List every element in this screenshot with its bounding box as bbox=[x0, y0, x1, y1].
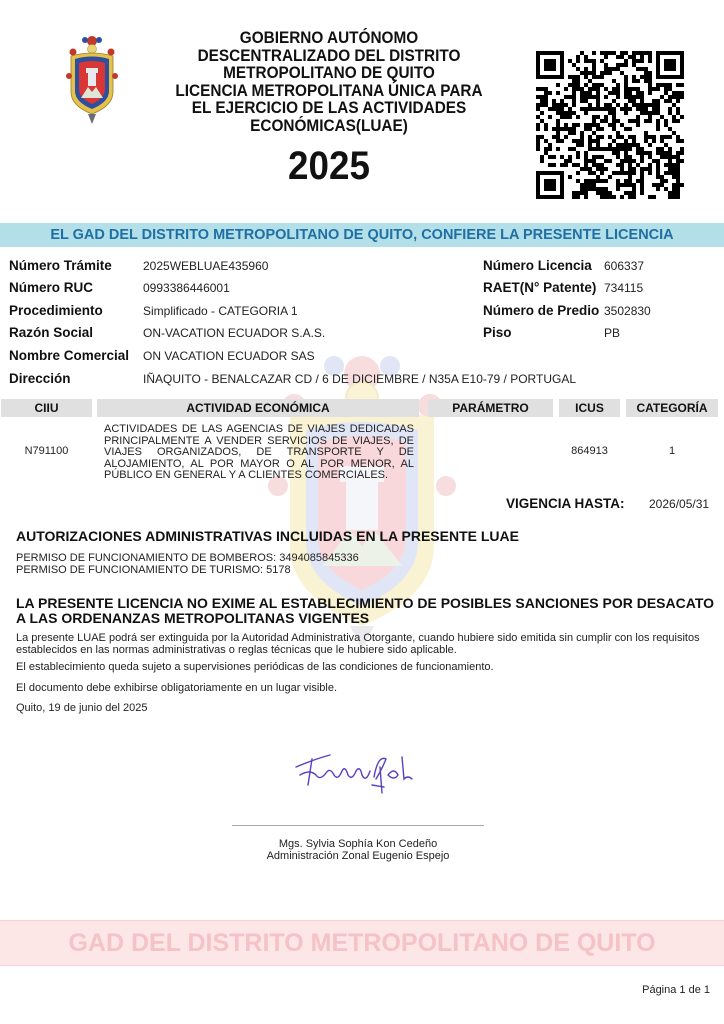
field-value-procedimiento: Simplificado - CATEGORIA 1 bbox=[143, 304, 298, 318]
title-line: ECONÓMICAS(LUAE) bbox=[250, 116, 408, 135]
field-label-numero-ruc: Número RUC bbox=[9, 280, 94, 295]
banner-text: EL GAD DEL DISTRITO METROPOLITANO DE QUITO, CONFIERE LA PRESENTE LICENCIA bbox=[50, 227, 674, 243]
field-label-numero-licencia: Número Licencia bbox=[483, 258, 592, 273]
field-value-razon-social: ON-VACATION ECUADOR S.A.S. bbox=[143, 326, 326, 340]
document-title bbox=[163, 30, 496, 135]
vigencia-value: 2026/05/31 bbox=[649, 497, 710, 511]
field-label-razon-social: Razón Social bbox=[9, 325, 94, 340]
field-value-numero-licencia: 606337 bbox=[604, 259, 645, 273]
title-line: EL EJERCICIO DE LAS ACTIVIDADES bbox=[191, 99, 467, 117]
field-value-numero-ruc: 0993386446001 bbox=[143, 281, 230, 295]
title-line: DESCENTRALIZADO DEL DISTRITO bbox=[197, 46, 461, 65]
field-label-direccion: Dirección bbox=[9, 371, 71, 386]
autorizacion-turismo: PERMISO DE FUNCIONAMIENTO DE TURISMO: 5178 bbox=[16, 564, 291, 576]
field-label-raet: RAET(N° Patente) bbox=[483, 280, 597, 295]
footer-watermark-band bbox=[0, 920, 724, 966]
signatory-office: Administración Zonal Eugenio Espejo bbox=[266, 850, 450, 862]
aviso-paragraph: La presente LUAE podrá ser extinguida por la Autoridad Administrativa Otorgante, cuando hubiere sido emitida sin cumplir con los requisitos establecidos en las normas administrativas o reglas técnicas que le hubiere sido aplicable. bbox=[16, 632, 700, 656]
page-number: Página 1 de 1 bbox=[642, 984, 710, 996]
signature-line bbox=[232, 825, 484, 826]
vigencia-label: VIGENCIA HASTA: bbox=[506, 496, 625, 511]
aviso-paragraph: El documento debe exhibirse obligatoriamente en un lugar visible. bbox=[16, 682, 338, 694]
field-label-piso: Piso bbox=[483, 325, 512, 340]
field-label-numero-tramite: Número Trámite bbox=[9, 258, 112, 273]
signatory-name: Mgs. Sylvia Sophía Kon Cedeño bbox=[278, 838, 438, 850]
autorizaciones-title: AUTORIZACIONES ADMINISTRATIVAS INCLUIDAS EN LA PRESENTE LUAE bbox=[16, 528, 519, 544]
title-line: GOBIERNO AUTÓNOMO bbox=[239, 29, 419, 47]
aviso-paragraph: El establecimiento queda sujeto a supervisiones periódicas de las condiciones de funcionamiento. bbox=[16, 661, 494, 673]
table-header-icus: ICUS bbox=[559, 399, 620, 417]
field-value-piso: PB bbox=[604, 326, 621, 340]
field-value-direccion: IÑAQUITO - BENALCAZAR CD / 6 DE DICIEMBRE / N35A E10-79 / PORTUGAL bbox=[143, 372, 577, 386]
cell-actividad: ACTIVIDADES DE LAS AGENCIAS DE VIAJES DEDICADAS PRINCIPALMENTE A VENDER SERVICIOS DE VIAJES, DE VIAJES ORGANIZADOS, DE TRANSPORTE Y DE ALOJAMIENTO, AL POR MAYOR O AL POR MENOR, AL PÚBLICO EN GENERAL Y A CLIENTES COMERCIALES. bbox=[104, 423, 414, 481]
table-header-actividad: ACTIVIDAD ECONÓMICA bbox=[97, 399, 419, 417]
field-label-procedimiento: Procedimiento bbox=[9, 303, 103, 318]
autorizacion-bomberos: PERMISO DE FUNCIONAMIENTO DE BOMBEROS: 3494085845336 bbox=[16, 552, 359, 564]
table-header-ciiu: CIIU bbox=[1, 399, 92, 417]
field-value-numero-predio: 3502830 bbox=[604, 304, 651, 318]
title-line: LICENCIA METROPOLITANA ÚNICA PARA bbox=[175, 81, 483, 100]
cell-categoria: 1 bbox=[668, 445, 676, 457]
footer-watermark-text: GAD DEL DISTRITO METROPOLITANO DE QUITO bbox=[68, 929, 656, 957]
title-line: METROPOLITANO DE QUITO bbox=[223, 64, 435, 82]
field-value-raet: 734115 bbox=[604, 281, 644, 295]
table-header-categoria: CATEGORÍA bbox=[626, 399, 718, 417]
cell-ciiu: N791100 bbox=[24, 445, 69, 457]
confer-banner bbox=[0, 223, 724, 247]
handwritten-signature-icon bbox=[290, 745, 420, 797]
cell-icus: 864913 bbox=[571, 445, 608, 457]
field-label-nombre-comercial: Nombre Comercial bbox=[9, 348, 130, 363]
qr-code-icon bbox=[536, 51, 684, 199]
aviso-title: LA PRESENTE LICENCIA NO EXIME AL ESTABLECIMIENTO DE POSIBLES SANCIONES POR DESACATO A LAS ORDENANZAS METROPOLITANAS VIGENTES bbox=[16, 595, 715, 626]
table-header-parametro: PARÁMETRO bbox=[428, 399, 553, 417]
field-value-nombre-comercial: ON VACATION ECUADOR SAS bbox=[143, 349, 315, 363]
field-label-numero-predio: Número de Predio bbox=[483, 303, 600, 318]
quito-coat-of-arms-icon bbox=[66, 34, 118, 126]
license-year: 2025 bbox=[288, 144, 370, 188]
place-date: Quito, 19 de junio del 2025 bbox=[16, 702, 148, 714]
field-value-numero-tramite: 2025WEBLUAE435960 bbox=[143, 259, 269, 273]
